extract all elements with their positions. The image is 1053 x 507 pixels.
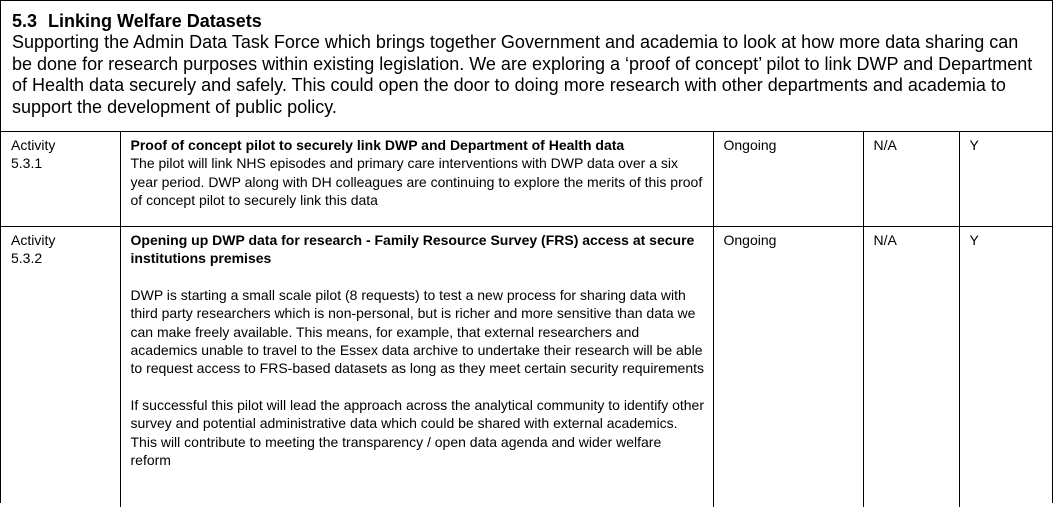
paragraph-spacer: [131, 378, 705, 396]
activity-title: Opening up DWP data for research - Family Resource Survey (FRS) access at secure institutions premises: [131, 231, 705, 268]
activity-id-cell: [1, 227, 120, 507]
activity-paragraph: If successful this pilot will lead the approach across the analytical community to identify other survey and potential administrative data which could be shared with external academics. This will contribute to meeting the transparency / open data agenda and wider welfare reform: [131, 396, 705, 470]
section-intro: Supporting the Admin Data Task Force which brings together Government and academia to look at how more data sharing can be done for research purposes within existing legislation. We are exploring a ‘proof of concept’ pilot to link DWP and Department of Health data securely and safely. This could open the door to doing more research with other departments and academia to support the development of public policy.: [12, 32, 1042, 118]
section-heading: [12, 10, 1042, 32]
activity-number: 5.3.1: [11, 154, 112, 172]
activity-date: N/A: [863, 227, 959, 507]
table-row: [1, 132, 1052, 227]
activity-label: Activity: [11, 231, 112, 249]
activity-flag: Y: [959, 132, 1052, 227]
paragraph-spacer: [131, 268, 705, 286]
activity-title: Proof of concept pilot to securely link DWP and Department of Health data: [131, 136, 705, 154]
activity-id-cell: [1, 132, 120, 227]
section-header: [1, 0, 1052, 132]
activity-description-cell: [120, 227, 713, 507]
activity-number: 5.3.2: [11, 249, 112, 267]
activity-status: Ongoing: [713, 132, 863, 227]
activity-paragraph: DWP is starting a small scale pilot (8 requests) to test a new process for sharing data with third party researchers which is non-personal, but is richer and more sensitive than data we can make freely available. This means, for example, that external researchers and academics unable to travel to the Essex data archive to undertake their research will be able to request access to FRS-based datasets as long as they meet certain security requirements: [131, 286, 705, 378]
activity-label: Activity: [11, 136, 112, 154]
activity-description-cell: [120, 132, 713, 227]
section-title: Linking Welfare Datasets: [48, 11, 262, 31]
activity-status: Ongoing: [713, 227, 863, 507]
section-number: 5.3: [12, 11, 37, 31]
activity-paragraph: The pilot will link NHS episodes and primary care interventions with DWP data over a six year period. DWP along with DH colleagues are continuing to explore the merits of this proof of concept pilot to securely link this data: [131, 154, 705, 209]
activity-flag: Y: [959, 227, 1052, 507]
table-row: [1, 227, 1052, 507]
activities-table: [1, 132, 1052, 507]
activity-date: N/A: [863, 132, 959, 227]
